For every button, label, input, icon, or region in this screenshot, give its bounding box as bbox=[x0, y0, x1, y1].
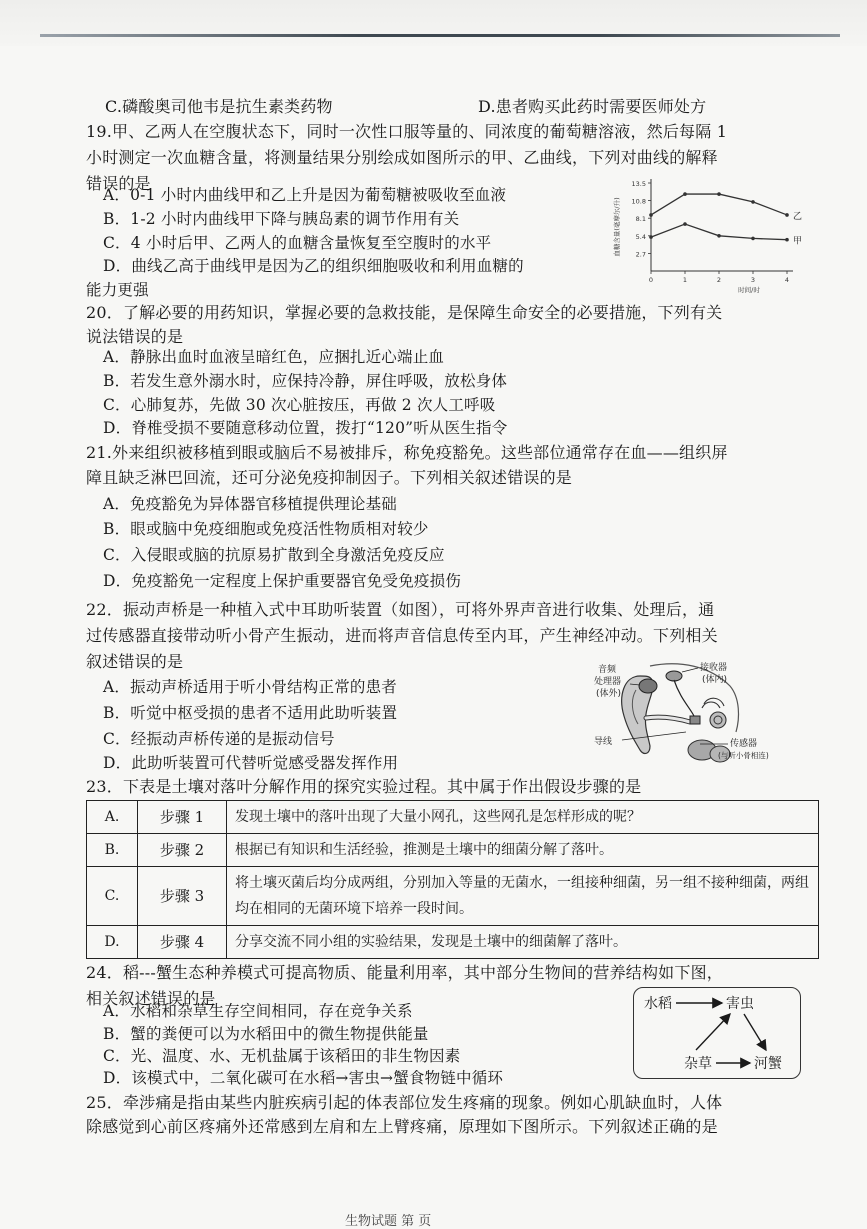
ear-label-wire: 导线 bbox=[594, 737, 613, 747]
y-tick-label: 5.4 bbox=[635, 232, 646, 241]
series-label: 乙 bbox=[793, 211, 803, 222]
q23-experiment-table bbox=[86, 800, 819, 959]
q19-stem-line2: 小时测定一次血糖含量，将测量结果分别绘成如图所示的甲、乙曲线，下列对曲线的解释 bbox=[86, 148, 718, 167]
food-web-node-rice: 水稻 bbox=[644, 996, 672, 1012]
ear-label-sensor: 传感器 bbox=[730, 739, 758, 749]
table-row bbox=[87, 867, 819, 926]
q21-stem-line2: 障且缺乏淋巴回流，还可分泌免疫抑制因子。下列相关叙述错误的是 bbox=[86, 468, 573, 487]
food-web-node-pest: 害虫 bbox=[726, 996, 754, 1012]
q19-option-a: A．0-1 小时内曲线甲和乙上升是因为葡萄糖被吸收至血液 bbox=[103, 186, 507, 204]
food-web-node-weed: 杂草 bbox=[684, 1056, 712, 1072]
row-description: 将土壤灭菌后均分成两组，分别加入等量的无菌水，一组接种细菌，另一组不接种细菌，两组均在相同的无菌环境下培养一段时间。 bbox=[227, 867, 819, 926]
page-footer: 生物试题 第 页 bbox=[345, 1214, 432, 1229]
y-tick-label: 8.1 bbox=[635, 215, 646, 224]
table-row bbox=[87, 801, 819, 834]
q22-stem-line2: 过传感器直接带动听小骨产生振动，进而将声音信息传至内耳，产生神经冲动。下列相关 bbox=[86, 626, 718, 645]
scan-top-band bbox=[0, 0, 867, 46]
y-tick-label: 2.7 bbox=[635, 250, 646, 259]
series-label: 甲 bbox=[793, 236, 803, 247]
q24-option-b: B．蟹的粪便可以为水稻田中的微生物提供能量 bbox=[103, 1025, 429, 1043]
row-description: 分享交流不同小组的实验结果，发现是土壤中的细菌解了落叶。 bbox=[227, 926, 819, 959]
q24-stem-line1: 24．稻---蟹生态种养模式可提高物质、能量利用率，其中部分生物间的营养结构如下图， bbox=[86, 963, 723, 982]
q24-stem-line2: 相关叙述错误的是 bbox=[86, 989, 216, 1008]
row-step: 步骤 2 bbox=[138, 834, 227, 867]
q21-option-b: B．眼或脑中免疫细胞或免疫活性物质相对较少 bbox=[103, 520, 429, 538]
ear-label-receiver-2: (体内) bbox=[702, 675, 728, 685]
data-point bbox=[649, 235, 653, 239]
q25-stem-line1: 25．牵涉痛是指由某些内脏疾病引起的体表部位发生疼痛的现象。例如心肌缺血时，人体 bbox=[86, 1093, 723, 1112]
food-web-node-crab: 河蟹 bbox=[754, 1056, 782, 1072]
ear-label-processor-2: 处理器 bbox=[594, 677, 622, 687]
row-option: D. bbox=[87, 926, 138, 959]
y-tick-label: 13.5 bbox=[631, 180, 646, 188]
q21-option-d: D．免疫豁免一定程度上保护重要器官免受免疫损伤 bbox=[103, 572, 462, 590]
q22-option-a: A．振动声桥适用于听小骨结构正常的患者 bbox=[103, 678, 397, 696]
data-point bbox=[751, 200, 755, 204]
ear-label-processor: 音频 bbox=[598, 665, 617, 675]
row-option: A. bbox=[87, 801, 138, 834]
q23-stem: 23．下表是土壤对落叶分解作用的探究实验过程。其中属于作出假设步骤的是 bbox=[86, 777, 642, 796]
data-point bbox=[785, 238, 789, 242]
row-option: C. bbox=[87, 867, 138, 926]
q24-option-d: D．该模式中，二氧化碳可在水稻→害虫→蟹食物链中循环 bbox=[103, 1069, 504, 1087]
q22-option-b: B．听觉中枢受损的患者不适用此助听装置 bbox=[103, 704, 398, 722]
q20-option-a: A．静脉出血时血液呈暗红色，应捆扎近心端止血 bbox=[103, 348, 445, 366]
q18-option-d: D.患者购买此药时需要医师处方 bbox=[478, 97, 707, 116]
row-option: B. bbox=[87, 834, 138, 867]
q20-option-d: D．脊椎受损不要随意移动位置，拨打“120”听从医生指令 bbox=[103, 419, 508, 437]
q25-stem-line2: 除感觉到心前区疼痛外还常感到左肩和左上臂疼痛，原理如下图所示。下列叙述正确的是 bbox=[86, 1117, 718, 1136]
q21-option-a: A．免疫豁免为异体器官移植提供理论基础 bbox=[103, 495, 397, 513]
q19-option-b: B．1-2 小时内曲线甲下降与胰岛素的调节作用有关 bbox=[103, 210, 460, 228]
x-tick-label: 0 bbox=[648, 276, 654, 284]
ear-label-receiver: 接收器 bbox=[700, 663, 728, 673]
q22-stem-line3: 叙述错误的是 bbox=[86, 652, 184, 671]
data-point bbox=[683, 192, 687, 196]
data-point bbox=[785, 213, 789, 217]
x-tick-label: 2 bbox=[716, 276, 722, 284]
q20-option-c: C．心肺复苏，先做 30 次心脏按压，再做 2 次人工呼吸 bbox=[103, 396, 496, 414]
table-row bbox=[87, 926, 819, 959]
q24-option-c: C．光、温度、水、无机盐属于该稻田的非生物因素 bbox=[103, 1047, 461, 1065]
row-description: 根据已有知识和生活经验，推测是土壤中的细菌分解了落叶。 bbox=[227, 834, 819, 867]
q24-option-a: A．水稻和杂草生存空间相同，存在竞争关系 bbox=[103, 1002, 413, 1020]
data-point bbox=[683, 222, 687, 226]
x-axis-label: 时间/时 bbox=[738, 286, 760, 294]
q19-option-d-cont: 能力更强 bbox=[86, 281, 149, 299]
q19-option-c: C．4 小时后甲、乙两人的血糖含量恢复至空腹时的水平 bbox=[103, 234, 492, 252]
q18-option-c: C.磷酸奥司他韦是抗生素类药物 bbox=[105, 97, 333, 116]
food-web-diagram bbox=[633, 987, 801, 1079]
data-point bbox=[751, 237, 755, 241]
row-step: 步骤 3 bbox=[138, 867, 227, 926]
y-axis-label: 血糖含量(毫摩尔/升) bbox=[613, 197, 621, 257]
row-description: 发现土壤中的落叶出现了大量小网孔，这些网孔是怎样形成的呢？ bbox=[227, 801, 819, 834]
row-step: 步骤 1 bbox=[138, 801, 227, 834]
data-point bbox=[649, 213, 653, 217]
table-row bbox=[87, 834, 819, 867]
arrow-weed-pest bbox=[696, 1014, 730, 1050]
y-tick-label: 10.8 bbox=[631, 197, 646, 206]
q22-option-c: C．经振动声桥传递的是振动信号 bbox=[103, 730, 335, 748]
arrow-pest-crab bbox=[744, 1014, 766, 1050]
q20-stem-line1: 20．了解必要的用药知识，掌握必要的急救技能，是保障生命安全的必要措施，下列有关 bbox=[86, 303, 723, 322]
ear-label-sensor-2: (与听小骨相连) bbox=[718, 751, 769, 760]
data-point bbox=[717, 192, 721, 196]
q19-stem-line1: 19.甲、乙两人在空腹状态下，同时一次性口服等量的、同浓度的葡萄糖溶液，然后每隔 1 bbox=[86, 122, 728, 141]
q21-stem-line1: 21.外来组织被移植到眼或脑后不易被排斥，称免疫豁免。这些部位通常存在血——组织屏 bbox=[86, 443, 728, 462]
data-point bbox=[717, 234, 721, 238]
ear-implant-illustration bbox=[590, 658, 790, 766]
q19-stem-line3: 错误的是 bbox=[86, 174, 151, 193]
header-rule bbox=[40, 34, 840, 37]
series-line-0 bbox=[651, 194, 787, 215]
blood-glucose-chart bbox=[605, 175, 810, 295]
q19-option-d: D．曲线乙高于曲线甲是因为乙的组织细胞吸收和利用血糖的 bbox=[103, 257, 524, 275]
row-step: 步骤 4 bbox=[138, 926, 227, 959]
x-tick-label: 3 bbox=[750, 276, 756, 284]
q21-option-c: C．入侵眼或脑的抗原易扩散到全身激活免疫反应 bbox=[103, 546, 445, 564]
x-tick-label: 4 bbox=[784, 276, 790, 284]
x-tick-label: 1 bbox=[682, 276, 688, 284]
ear-label-processor-3: (体外) bbox=[596, 689, 622, 699]
q22-option-d: D．此助听装置可代替听觉感受器发挥作用 bbox=[103, 754, 399, 772]
q22-stem-line1: 22．振动声桥是一种植入式中耳助听装置（如图），可将外界声音进行收集、处理后，通 bbox=[86, 600, 715, 619]
q20-option-b: B．若发生意外溺水时，应保持冷静，屏住呼吸，放松身体 bbox=[103, 372, 508, 390]
q20-stem-line2: 说法错误的是 bbox=[86, 327, 184, 346]
